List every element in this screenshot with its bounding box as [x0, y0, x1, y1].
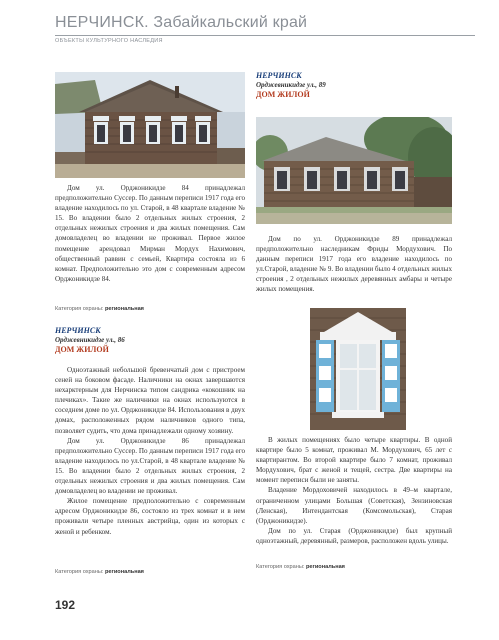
heading-street: НЕРЧИНСК: [55, 326, 101, 335]
paragraph: Дом по ул. Старая (Орджоникидзе) был крупный одноэтажный, деревянный, размеров, расположен вдоль улицы.: [256, 526, 452, 545]
category-house-84: [55, 306, 144, 312]
text-house-89: [256, 234, 452, 295]
photo-house-89: [256, 117, 452, 224]
category-value: региональная: [306, 564, 345, 570]
heading-address: Орджевникидзе ул., 86: [55, 336, 125, 344]
page-header: [55, 14, 475, 44]
header-title: [55, 14, 475, 32]
paragraph: Жилое помещение предположительно с современным адресом Орджоникидзе 86, состояло из трех комнат и в нем проживали четыре пленных австрийца, один из которых с женой и ребенком.: [55, 497, 245, 536]
text-house-84: [55, 183, 245, 284]
paragraph: Дом ул. Орджоникидзе 86 принадлежал предположительно Суссер. По данным переписи 1917 года его владение находилось по ул.Старой, в 48 квартале владение № 15. Во владении было 2 отдельных жилых строения, 2 отдельных нежилых строения и два жилых помещения. Сам домовладелец во владении не проживал.: [55, 436, 245, 496]
heading-kind: ДОМ ЖИЛОЙ: [55, 345, 109, 354]
header-region: Забайкальский край: [153, 14, 308, 31]
header-city: НЕРЧИНСК.: [55, 14, 149, 31]
paragraph: Дом по ул. Орджоникидзе 89 принадлежал предположительно наследникам Фриды Мордухович. По данным переписи 1917 года его владение находилось по ул.Старой, владение № 9. Во владении было 4 отдельных жилых строения , 2 отдельных нежилых деревянных амбары и четыре жилых помещения.: [256, 235, 452, 294]
text-house-86: [55, 365, 245, 537]
category-apartments: [256, 564, 345, 570]
text-apartments: [256, 435, 452, 546]
header-subtitle: ОБЪЕКТЫ КУЛЬТУРНОГО НАСЛЕДИЯ: [55, 38, 163, 44]
heading-street: НЕРЧИНСК: [256, 71, 302, 80]
category-house-86: [55, 569, 144, 575]
paragraph: В жилых помещениях было четыре квартиры. В одной квартире было 5 комнат, проживал М. Мордухович, 65 лет с квартирантом. Во второй квартире было 7 комнат, проживал Мордухович, брат с женой и тещей, сестра. Две квартиры на момент переписи были не заняты.: [256, 436, 452, 485]
category-value: региональная: [105, 569, 144, 575]
paragraph: Дом ул. Орджоникидзе 84 принадлежал предположительно Суссер. По данным переписи 1917 года его владение находилось по ул. Старой, в 48 квартале владение № 15. Во владении было 2 отдельных жилых строения, 2 отдельных нежилых строения и два жилых помещения. Сам домовладелец во владении не проживал. Первое жилое помещение арендовал Мирман Мордух Нахимович, общественный раввин с семьей, Квартира состояла из 6 комнат. Предположительно это дом с современным адресом Орджоникидзе 84.: [55, 184, 245, 283]
category-value: региональная: [105, 306, 144, 312]
photo-window: [310, 308, 406, 430]
category-label: Категория охраны:: [55, 569, 104, 575]
category-label: Категория охраны:: [55, 306, 104, 312]
heading-house-86: [55, 326, 245, 354]
paragraph: Одноэтажный небольшой бревенчатый дом с пристроем сеней на боковом фасаде. Наличники на окнах завершаются нехарктерным для Нерчинска типом сандрика «кокошник на плечиках». Такие же наличники на окнах используются в соседнем доме по ул. Орджоникидзе 84. Использования в двух домах, расположенных рядом наличников одного типа, позволяет судить, что дома принадлежали одному хозяину.: [55, 366, 245, 435]
category-label: Категория охраны:: [256, 564, 305, 570]
heading-address: Орджевникидзе ул., 89: [256, 81, 326, 89]
page-number: 192: [55, 598, 76, 612]
header-rule: [55, 35, 475, 36]
heading-house-89: [256, 71, 452, 99]
heading-kind: ДОМ ЖИЛОЙ: [256, 90, 310, 99]
paragraph: Владение Мордоховичей находилось в 49–м квартале, ограниченном улицами Большая (Советская), Зензиновская (Ленская), Интендантская (Комсомольская), Старая (Орджоникидзе).: [256, 486, 452, 525]
photo-house-84: [55, 72, 245, 178]
